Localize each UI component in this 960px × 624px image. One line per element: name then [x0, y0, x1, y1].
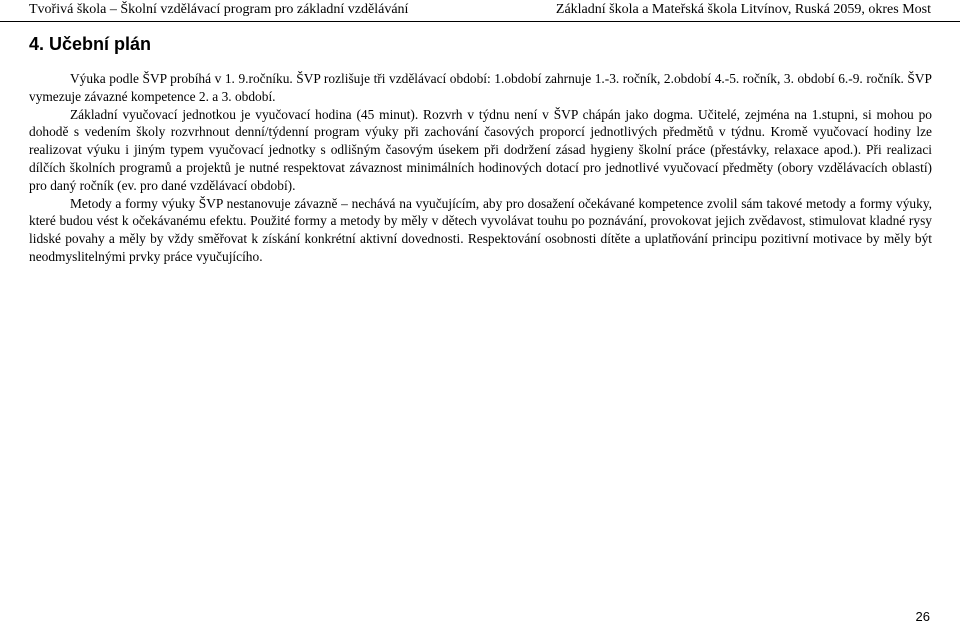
body-text — [29, 70, 932, 266]
paragraph-3: Metody a formy výuky ŠVP nestanovuje závazně – nechává na vyučujícím, aby pro dosažení očekávané kompetence zvolil sám takové metody a formy výuky, které budou vést k očekávanému efektu. Použité formy a metody by měly v dětech vyvolávat touhu po poznávání, provokovat jejich zvědavost, stimulovat kladné rysy lidské povahy a měly by vždy směřovat k získání konkrétní aktivní dovednosti. Respektování osobnosti dítěte a uplatňování principu pozitivní motivace by měly být neodmyslitelnými prvky práce vyučujícího. — [29, 195, 932, 264]
header-left-text: Tvořivá škola – Školní vzdělávací program pro základní vzdělávání — [29, 2, 409, 17]
header-right-text: Základní škola a Mateřská škola Litvínov, Ruská 2059, okres Most — [555, 2, 931, 17]
page-number: 26 — [915, 609, 930, 624]
section-title: 4. Učební plán — [29, 34, 152, 54]
paragraph-2: Základní vyučovací jednotkou je vyučovací hodina (45 minut). Rozvrh v týdnu není v ŠVP chápán jako dogma. Učitelé, zejména na 1.stupni, si mohou po dohodě s vedením školy rozvrhnout denní/týdenní program výuky při zachování časových proporcí jednotlivých předmětů v týdnu. Kromě vyučovací hodiny lze realizovat výuku i jiným typem vyučovací jednotky s odlišným časovým úsekem při dodržení zásad hygieny školní práce (přestávky, relaxace apod.). Při realizaci dílčích školních programů a projektů je nutné respektovat závaznost minimálních hodinových dotací pro jednotlivé vyučovací předměty (obory vzdělávacích oblastí) pro daný ročník (ev. pro dané vzdělávací období). — [29, 106, 932, 193]
page-header — [0, 0, 960, 22]
paragraph-1: Výuka podle ŠVP probíhá v 1. 9.ročníku. ŠVP rozlišuje tři vzdělávací období: 1.období zahrnuje 1.-3. ročník, 2.období 4.-5. ročník, 3. období 6.-9. ročník. ŠVP vymezuje závazné kompetence 2. a 3. období. — [29, 71, 932, 104]
